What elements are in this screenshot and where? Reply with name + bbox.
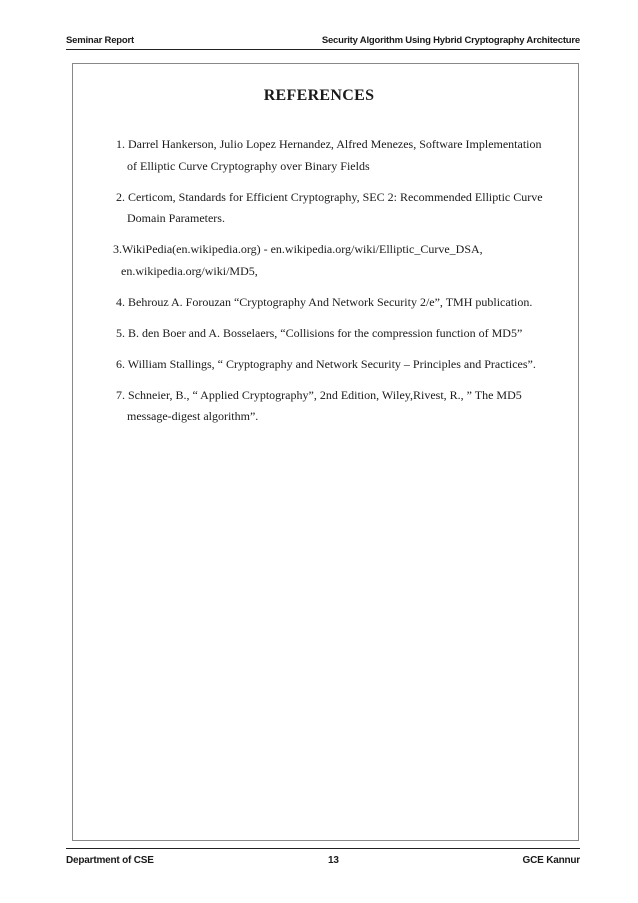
reference-line: 6. William Stallings, “ Cryptography and Network Security – Principles and Practices”. [116, 356, 536, 371]
reference-item-5 [116, 323, 586, 345]
reference-line: Domain Parameters. [127, 211, 225, 225]
reference-line: 7. Schneier, B., “ Applied Cryptography”, 2nd Edition, Wiley,Rivest, R., ” The MD5 [116, 387, 522, 402]
page-number: 13 [328, 855, 339, 866]
reference-line: of Elliptic Curve Cryptography over Binary Fields [127, 158, 370, 173]
reference-line: 1. Darrel Hankerson, Julio Lopez Hernandez, Alfred Menezes, Software Implementation [116, 137, 542, 151]
reference-item-4 [116, 292, 586, 314]
reference-list [113, 134, 586, 437]
reference-line: 4. Behrouz A. Forouzan “Cryptography And Network Security 2/e”, TMH publication. [116, 294, 533, 309]
reference-item-3 [113, 239, 586, 282]
header-report-label: Seminar Report [66, 35, 134, 46]
reference-line: 5. B. den Boer and A. Bosselaers, “Collisions for the compression function of MD5” [116, 325, 523, 340]
reference-line: 2. Certicom, Standards for Efficient Cryptography, SEC 2: Recommended Elliptic Curve [116, 189, 543, 204]
footer-department: Department of CSE [66, 855, 154, 866]
reference-item-2 [116, 187, 586, 230]
page-title: REFERENCES [263, 87, 375, 104]
reference-item-6 [116, 354, 586, 376]
page-footer [66, 848, 580, 867]
reference-item-1 [116, 134, 586, 177]
reference-line: en.wikipedia.org/wiki/MD5, [121, 263, 258, 278]
reference-line: message-digest algorithm”. [127, 409, 259, 423]
footer-college: GCE Kannur [522, 855, 580, 866]
header-document-title: Security Algorithm Using Hybrid Cryptography Architecture [321, 35, 580, 46]
page-header [66, 33, 580, 50]
reference-item-7 [116, 385, 586, 428]
reference-line: 3.WikiPedia(en.wikipedia.org) - en.wikipedia.org/wiki/Elliptic_Curve_DSA, [113, 242, 483, 256]
